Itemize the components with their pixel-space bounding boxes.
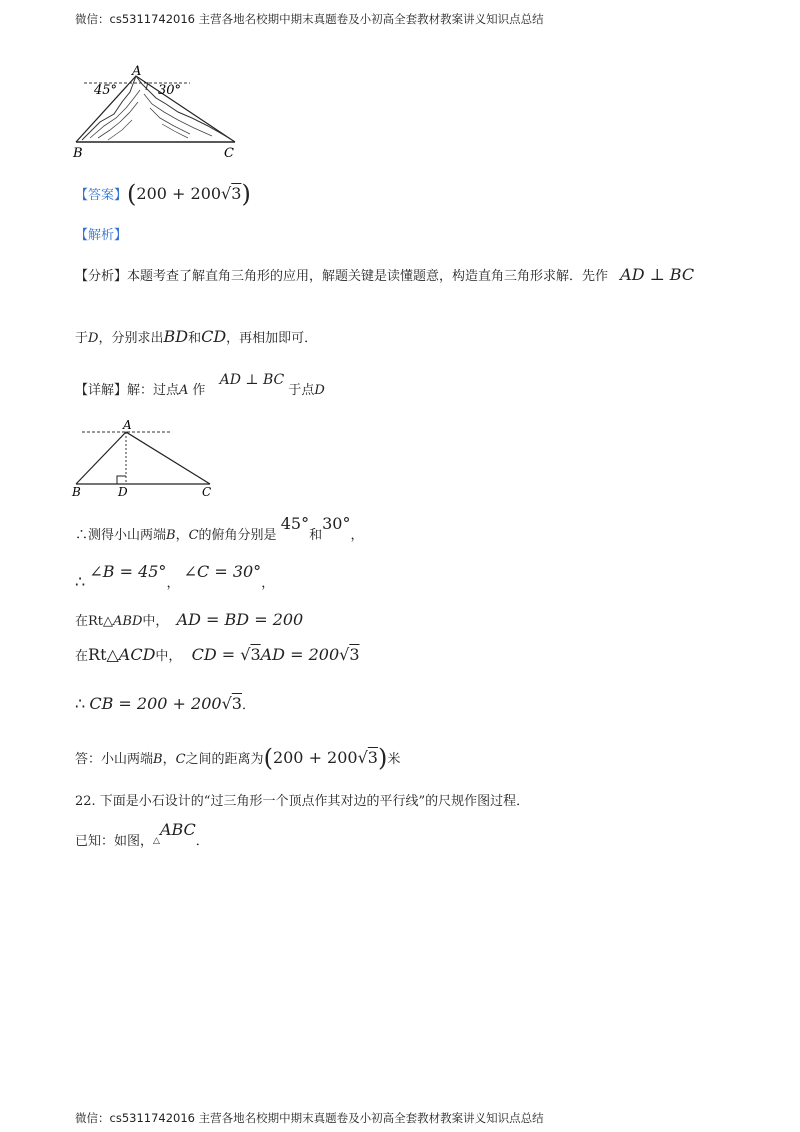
- fig2-label-d: D: [118, 485, 128, 498]
- page-header: 微信：cs5311742016 主营各地名校期中期末真题卷及小初高全套教材教案讲义知识点总结: [75, 12, 544, 26]
- label-c: C: [224, 146, 234, 160]
- detail-math-perp: AD ⊥ BC: [219, 372, 285, 388]
- answer-root: 3: [231, 184, 242, 203]
- page-footer: 微信：cs5311742016 主营各地名校期中期末真题卷及小初高全套教材教案讲义知识点总结: [75, 1111, 544, 1125]
- question-22: 22. 下面是小石设计的“过三角形一个顶点作其对边的平行线”的尺规作图过程．: [75, 794, 530, 809]
- label-angle-30: 30°: [158, 83, 182, 98]
- triangle-figure: [70, 418, 220, 498]
- step-5: ∴ CB = 200 + 200√3．: [75, 694, 255, 713]
- fenxi-line-2: 于D，分别求出BD和CD，再相加即可．: [75, 327, 318, 346]
- conclusion-line: 答：小山两端B，C之间的距离为(200 + 200√3)米: [75, 744, 401, 772]
- answer-tag: 【答案】: [75, 188, 128, 203]
- label-b: B: [73, 146, 83, 160]
- step-3: 在Rt△ABD中， AD = BD = 200: [75, 610, 304, 629]
- answer-value: 200 + 200: [136, 184, 222, 203]
- fig2-label-c: C: [202, 485, 212, 498]
- detail-line: 【详解】解：过点A 作 AD ⊥ BC 于点D: [75, 372, 325, 398]
- step-4: 在Rt△ACD中， CD = √3AD = 200√3: [75, 645, 360, 664]
- fenxi-line-1: 【分析】本题考查了解直角三角形的应用，解题关键是读懂题意，构造直角三角形求解．先作 AD ⊥ BC: [75, 265, 695, 284]
- fig2-label-b: B: [72, 485, 81, 498]
- mountain-figure: [70, 62, 250, 160]
- answer-line: 【答案】(200 + 200√3): [75, 180, 251, 208]
- question-22-given: 已知：如图，△ABC．: [75, 820, 209, 849]
- fig2-label-a: A: [123, 418, 132, 432]
- label-a: A: [132, 64, 142, 79]
- fenxi-math-perp: AD ⊥ BC: [620, 265, 695, 284]
- label-angle-45: 45°: [94, 83, 118, 98]
- step-2: ∴ ∠B = 45°， ∠C = 30°，: [75, 562, 275, 591]
- analysis-heading: 【解析】: [75, 228, 128, 243]
- step-1: ∴测得小山两端B，C的俯角分别是 45°和30°，: [75, 514, 364, 543]
